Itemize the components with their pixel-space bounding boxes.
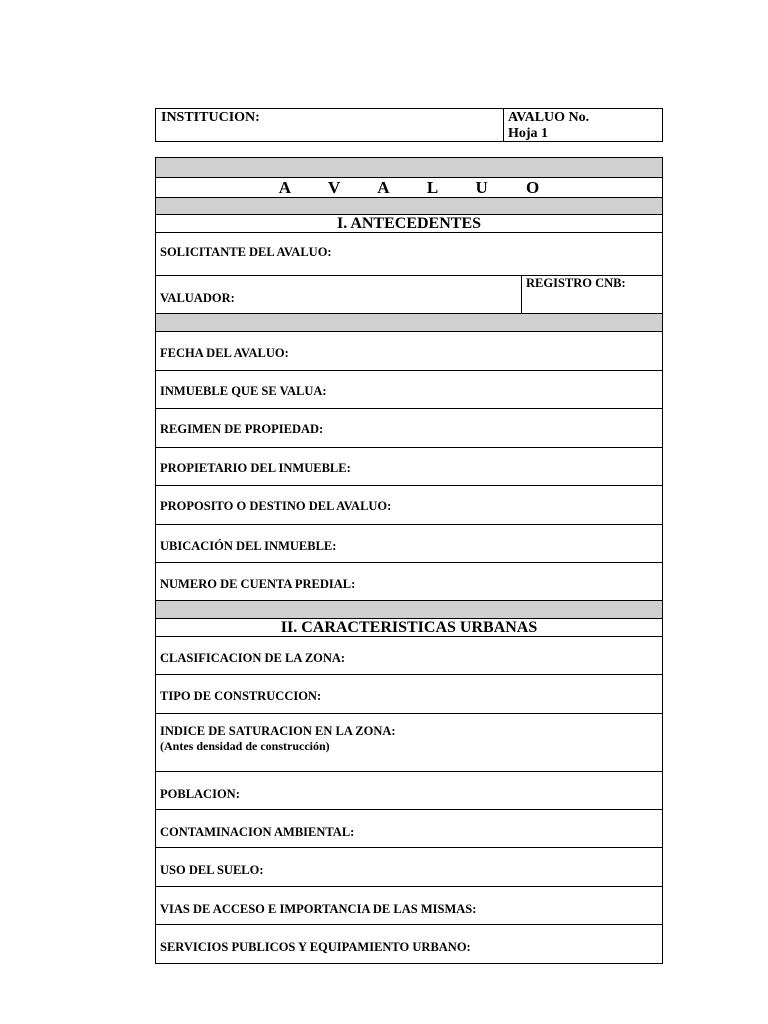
cuenta-predial-label: NUMERO DE CUENTA PREDIAL: <box>160 577 356 591</box>
poblacion-label: POBLACION: <box>160 787 240 801</box>
avaluo-number-cell <box>504 109 662 141</box>
hoja-label: Hoja 1 <box>508 126 549 141</box>
field-row <box>156 563 662 601</box>
clasificacion-label: CLASIFICACION DE LA ZONA: <box>160 651 346 665</box>
field-row <box>156 486 662 525</box>
vias-acceso-label: VIAS DE ACCESO E IMPORTANCIA DE LAS MISMAS: <box>160 902 477 916</box>
grey-band <box>156 198 662 215</box>
regimen-label: REGIMEN DE PROPIEDAD: <box>160 422 324 436</box>
grey-band <box>156 601 662 619</box>
proposito-label: PROPOSITO O DESTINO DEL AVALUO: <box>160 499 392 513</box>
valuador-label: VALUADOR: <box>160 291 235 305</box>
saturacion-label: INDICE DE SATURACION EN LA ZONA: <box>160 724 396 738</box>
field-row <box>156 637 662 675</box>
field-row <box>156 772 662 810</box>
section-2-title-row <box>156 619 662 637</box>
avaluo-no-label: AVALUO No. <box>508 110 590 125</box>
field-row <box>156 714 662 772</box>
grey-band <box>156 158 662 178</box>
field-row <box>156 848 662 887</box>
section-2-title: II. CARACTERISTICAS URBANAS <box>280 619 538 636</box>
grey-band <box>156 314 662 332</box>
field-row <box>156 675 662 714</box>
field-row <box>156 525 662 563</box>
solicitante-label: SOLICITANTE DEL AVALUO: <box>160 245 332 259</box>
uso-suelo-label: USO DEL SUELO: <box>160 863 264 877</box>
inmueble-label: INMUEBLE QUE SE VALUA: <box>160 384 327 398</box>
institucion-cell <box>156 109 504 141</box>
section-1-title: I. ANTECEDENTES <box>336 215 482 232</box>
saturacion-note: (Antes densidad de construcción) <box>160 739 330 753</box>
contaminacion-label: CONTAMINACION AMBIENTAL: <box>160 825 355 839</box>
valuador-row <box>156 276 662 314</box>
field-row <box>156 332 662 371</box>
propietario-label: PROPIETARIO DEL INMUEBLE: <box>160 461 351 475</box>
ubicacion-label: UBICACIÓN DEL INMUEBLE: <box>160 539 337 553</box>
registro-cnb-label: REGISTRO CNB: <box>526 276 626 290</box>
fecha-label: FECHA DEL AVALUO: <box>160 346 289 360</box>
field-row <box>156 409 662 448</box>
field-row <box>156 925 662 963</box>
tipo-construccion-label: TIPO DE CONSTRUCCION: <box>160 689 322 703</box>
title-row <box>156 178 662 198</box>
field-row <box>156 448 662 486</box>
form-title: A V A L U O <box>278 178 557 197</box>
header-table <box>155 108 663 142</box>
field-row <box>156 810 662 848</box>
avaluo-form <box>155 157 663 964</box>
solicitante-row <box>156 233 662 276</box>
field-row <box>156 371 662 409</box>
section-1-title-row <box>156 215 662 233</box>
servicios-publicos-label: SERVICIOS PUBLICOS Y EQUIPAMIENTO URBANO: <box>160 940 471 954</box>
divider <box>521 276 522 313</box>
institucion-label: INSTITUCION: <box>161 110 260 125</box>
field-row <box>156 887 662 925</box>
